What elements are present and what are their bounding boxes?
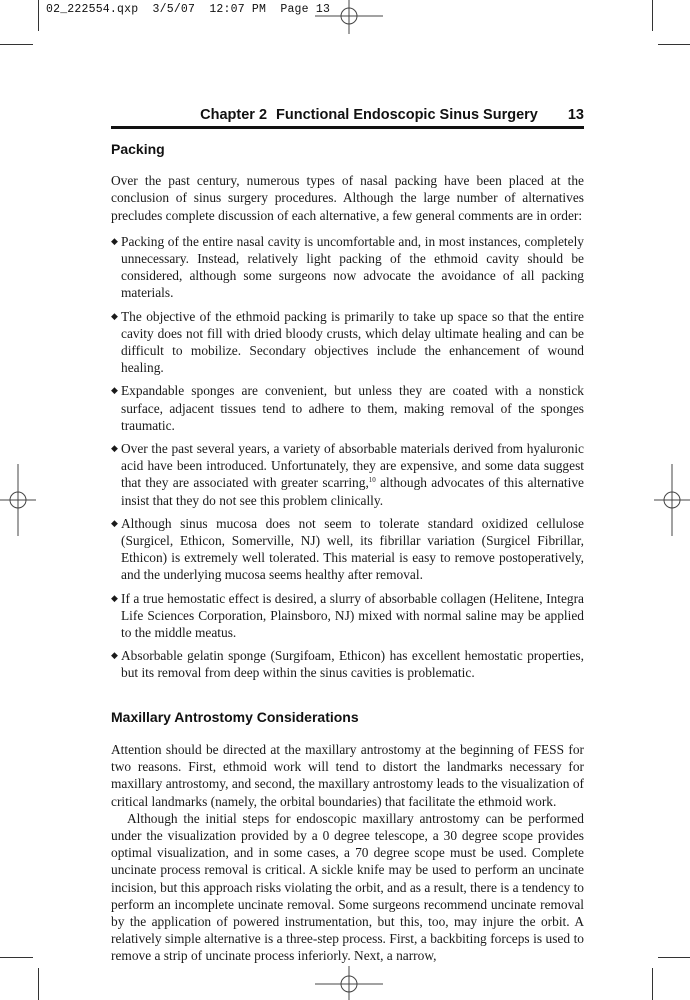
list-item-text: Absorbable gelatin sponge (Surgifoam, Ethicon) has excellent hemostatic properties, but its removal from deep within the sinus cavities is problematic. — [121, 648, 584, 681]
list-item — [111, 647, 584, 681]
list-item-text-part: although advocates of this alternative insist that they do not see this problem clinically. — [121, 475, 584, 508]
list-item — [111, 440, 584, 509]
crop-mark-bottom-right-v — [652, 968, 653, 1000]
maxillary-paragraph-2: Although the initial steps for endoscopic maxillary antrostomy can be performed under the visualization provided by a 0 degree telescope, a 30 degree scope provides optimal visualization, and in some cases, a 70 degree scope must be used. Complete uncinate process removal is critical. A sickle knife may be used to perform an uncinate incision, but this approach risks violating the orbit, and as a result, there is a tendency to perform an incomplete uncinate removal. Some surgeons recommend uncinate removal by the application of powered instrumentation, but this, too, may injure the orbit. A relatively simple alternative is a three-step process. First, a backbiting forceps is used to remove a strip of uncinate process inferiorly. Next, a narrow, — [111, 810, 584, 964]
crop-mark-top-left-v — [38, 0, 39, 31]
list-item-text-part: Over the past several years, a variety of absorbable materials derived from hyaluronic acid have been introduced. Unfortunately, they are expensive, and some data suggest that they are associated with greater scarring, — [121, 441, 584, 491]
chapter-title: Functional Endoscopic Sinus Surgery — [276, 107, 538, 123]
diamond-bullet-icon: ◆ — [111, 650, 118, 661]
list-item — [111, 590, 584, 642]
registration-mark-right — [654, 464, 690, 536]
crop-mark-top-right-v — [652, 0, 653, 31]
list-item-text: Although sinus mucosa does not seem to tolerate standard oxidized cellulose (Surgicel, Ethicon, Somerville, NJ) well, its fibrillar variation (Surgicel Fibrillar, Ethicon) is extremely well tolerated. This material is easy to remove postoperatively, and the underlying mucosa seems healthy after removal. — [121, 515, 584, 583]
page-body — [111, 141, 584, 965]
registration-mark-left — [0, 464, 36, 536]
registration-mark-bottom — [315, 966, 383, 1000]
list-item — [111, 515, 584, 584]
maxillary-paragraph-1: Attention should be directed at the maxillary antrostomy at the beginning of FESS for two reasons. First, ethmoid work will tend to distort the landmarks necessary for maxillary antrostomy, and second, the maxillary antrostomy leads to the visualization of critical landmarks (namely, the orbital boundaries) that facilitate the ethmoid work. — [111, 741, 584, 809]
list-item-text — [121, 441, 584, 508]
diamond-bullet-icon: ◆ — [111, 235, 118, 246]
page-number: 13 — [567, 107, 584, 123]
crop-mark-bottom-left-h — [0, 957, 33, 958]
header-rule — [111, 126, 584, 129]
running-head — [111, 107, 584, 123]
diamond-bullet-icon: ◆ — [111, 517, 118, 528]
list-item-text: The objective of the ethmoid packing is primarily to take up space so that the entire cavity does not fill with dried bloody crusts, which delay ultimate healing and can be difficult to mobilize. Secondary objectives include the enhancement of wound healing. — [121, 308, 584, 376]
list-item — [111, 382, 584, 434]
print-slug: 02_222554.qxp 3/5/07 12:07 PM Page 13 — [46, 3, 331, 16]
packing-bullet-list — [111, 233, 584, 682]
crop-mark-bottom-right-h — [658, 957, 690, 958]
crop-mark-top-right-h — [658, 44, 690, 45]
list-item — [111, 308, 584, 377]
list-item-text: Packing of the entire nasal cavity is uncomfortable and, in most instances, completely unnecessary. Instead, relatively light packing of the ethmoid cavity should be considered, although some surgeons now advocate the avoidance of all packing materials. — [121, 233, 584, 301]
packing-intro-paragraph: Over the past century, numerous types of nasal packing have been placed at the conclusion of sinus surgery procedures. Although the large number of alternatives precludes complete discussion of each alternative, a few general comments are in order: — [111, 173, 584, 223]
section-heading-packing: Packing — [111, 141, 165, 157]
crop-mark-bottom-left-v — [38, 968, 39, 1000]
chapter-label: Chapter 2 — [200, 107, 268, 123]
list-item-text: Expandable sponges are convenient, but unless they are coated with a nonstick surface, adjacent tissues tend to adhere to them, making removal of the sponges traumatic. — [121, 383, 584, 433]
section-heading-maxillary: Maxillary Antrostomy Considerations — [111, 708, 359, 725]
registration-mark-top — [315, 0, 383, 34]
diamond-bullet-icon: ◆ — [111, 443, 118, 454]
diamond-bullet-icon: ◆ — [111, 592, 118, 603]
crop-mark-top-left-h — [0, 44, 33, 45]
citation-ref: 10 — [368, 476, 376, 485]
list-item — [111, 233, 584, 302]
diamond-bullet-icon: ◆ — [111, 310, 118, 321]
diamond-bullet-icon: ◆ — [111, 385, 118, 396]
list-item-text: If a true hemostatic effect is desired, a slurry of absorbable collagen (Helitene, Integra Life Sciences Corporation, Plainsboro, NJ) mixed with normal saline may be applied to the middle meatus. — [121, 590, 584, 641]
